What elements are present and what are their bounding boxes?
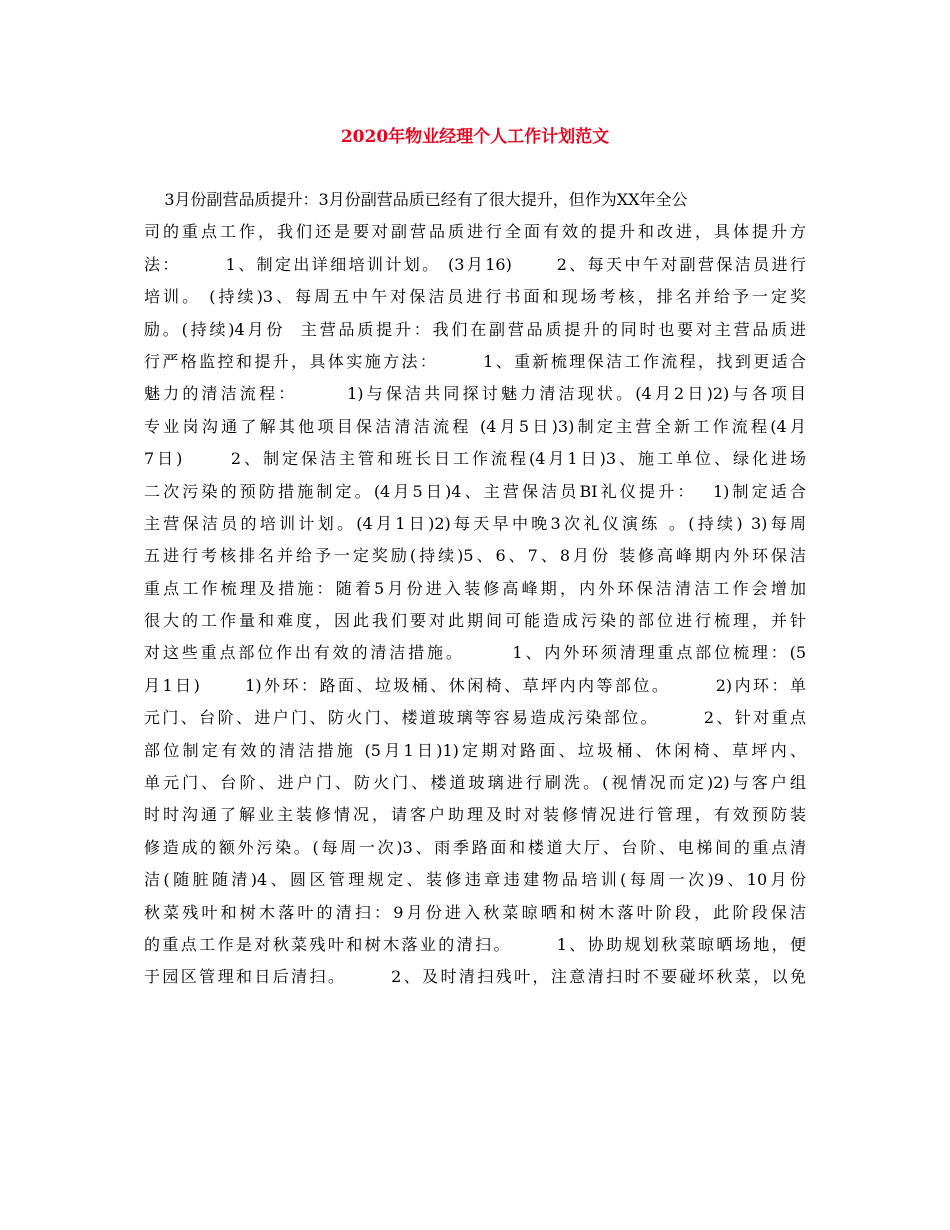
paragraph-line: 时时沟通了解业主装修情况，请客户助理及时对装修情况进行管理，有效预防装: [144, 805, 806, 825]
paragraph-line: 法： 1、制定出详细培训计划。 (3月16) 2、每天中午对副营保洁员进行: [144, 254, 806, 274]
paragraph-line: 的重点工作是对秋菜残叶和树木落业的清扫。 1、协助规划秋菜晾晒场地，便: [144, 934, 806, 954]
document-title: 2020年物业经理个人工作计划范文: [340, 127, 610, 147]
paragraph-line: 培训。 (持续)3、每周五中午对保洁员进行书面和现场考核，排名并给予一定奖: [144, 287, 806, 307]
paragraph-line: 元门、台阶、进户门、防火门、楼道玻璃等容易造成污染部位。 2、针对重点: [144, 708, 806, 728]
paragraph-line: 修造成的额外污染。(每周一次)3、雨季路面和楼道大厅、台阶、电梯间的重点清: [144, 837, 806, 857]
paragraph-line: 主营保洁员的培训计划。(4月1日)2)每天早中晚3次礼仪演练 。(持续) 3)每周: [144, 513, 806, 533]
paragraph-line: 很大的工作量和难度，因此我们要对此期间可能造成污染的部位进行梳理，并针: [144, 611, 806, 631]
paragraph-line: 月1日) 1)外环：路面、垃圾桶、休闲椅、草坪内内等部位。 2)内环：单: [144, 675, 806, 695]
paragraph-line: 部位制定有效的清洁措施 (5月1日)1)定期对路面、垃圾桶、休闲椅、草坪内、: [144, 740, 806, 760]
paragraph-line: 重点工作梳理及措施：随着5月份进入装修高峰期，内外环保洁清洁工作会增加: [144, 578, 806, 598]
paragraph-line: 7日) 2、制定保洁主管和班长日工作流程(4月1日)3、施工单位、绿化进场: [144, 449, 806, 469]
paragraph-line: 洁(随脏随清)4、圆区管理规定、装修违章违建物品培训(每周一次)9、10月份: [144, 870, 806, 890]
document-body: [144, 184, 806, 994]
paragraph-line: 3月份副营品质提升：3月份副营品质已经有了很大提升，但作为XX年全公: [144, 190, 688, 209]
paragraph-line: 秋菜残叶和树木落叶的清扫：9月份进入秋菜晾晒和树木落叶阶段，此阶段保洁: [144, 902, 806, 922]
paragraph-line: 对这些重点部位作出有效的清洁措施。 1、内外环须清理重点部位梳理：(5: [144, 643, 806, 663]
paragraph-line: 励。(持续)4月份 主营品质提升：我们在副营品质提升的同时也要对主营品质进: [144, 319, 806, 339]
paragraph-line: 五进行考核排名并给予一定奖励(持续)5、6、7、8月份 装修高峰期内外环保洁: [144, 546, 806, 566]
paragraph-line: 于园区管理和日后清扫。 2、及时清扫残叶，注意清扫时不要碰坏秋菜，以免: [144, 967, 806, 987]
paragraph-line: 司的重点工作，我们还是要对副营品质进行全面有效的提升和改进，具体提升方: [144, 222, 806, 242]
paragraph-line: 专业岗沟通了解其他项目保洁清洁流程 (4月5日)3)制定主营全新工作流程(4月: [144, 416, 806, 436]
paragraph-line: 行严格监控和提升，具体实施方法： 1、重新梳理保洁工作流程，找到更适合: [144, 351, 806, 371]
paragraph-line: 单元门、台阶、进户门、防火门、楼道玻璃进行刷洗。(视情况而定)2)与客户组: [144, 773, 806, 793]
paragraph-line: 魅力的清洁流程： 1)与保洁共同探讨魅力清洁现状。(4月2日)2)与各项目: [144, 384, 806, 404]
paragraph-line: 二次污染的预防措施制定。(4月5日)4、主营保洁员BI礼仪提升： 1)制定适合: [144, 481, 806, 501]
